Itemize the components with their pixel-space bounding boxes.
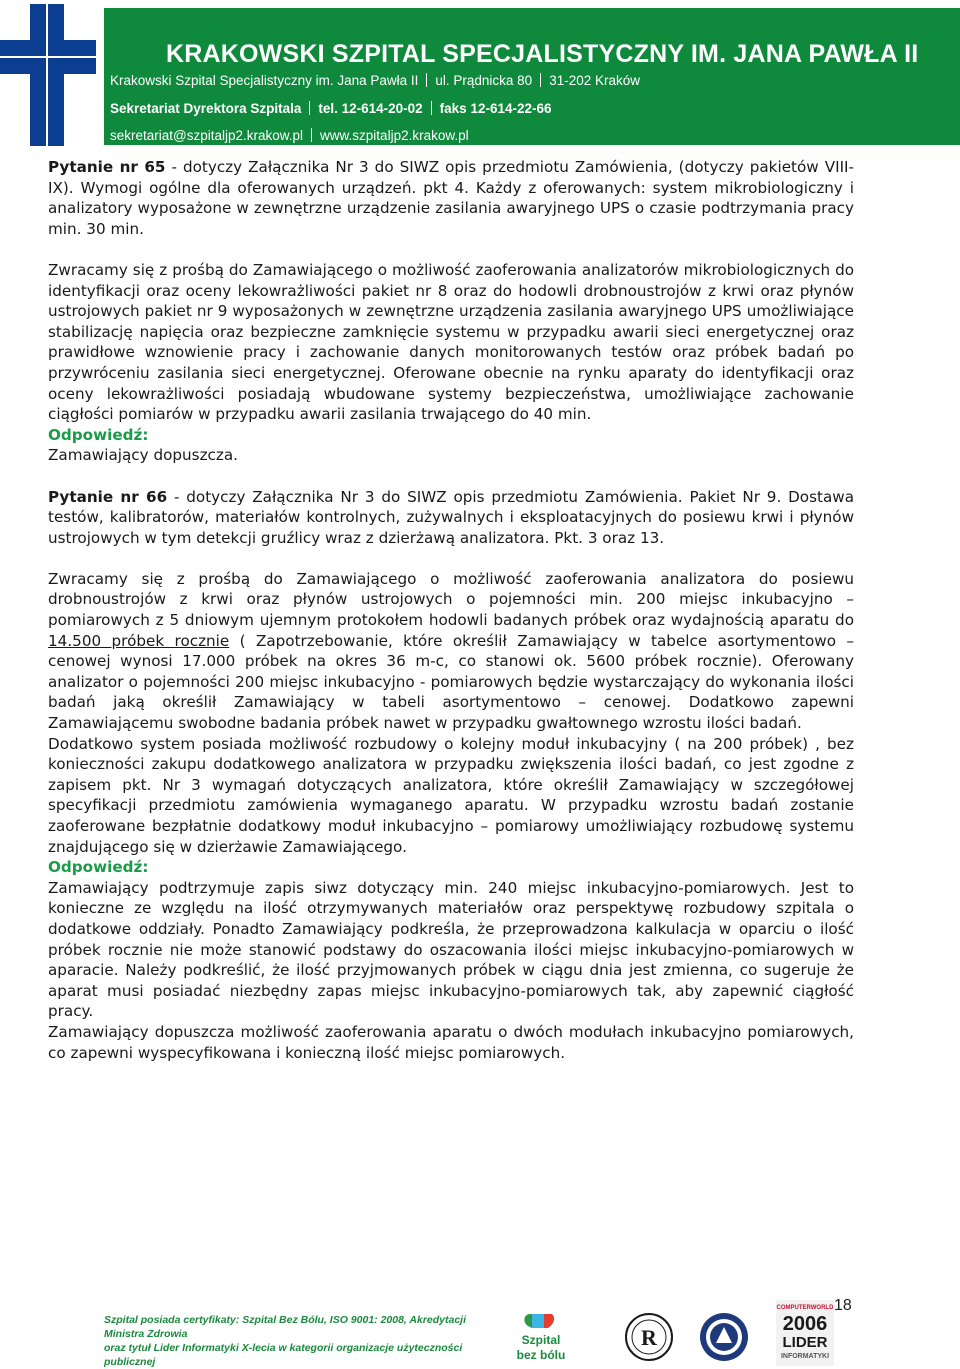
- footer-note-line-2: oraz tytuł Lider Informatyki X-lecia w kategorii organizacje użyteczności publicznej: [104, 1342, 463, 1368]
- quality-certificate-icon: [698, 1310, 750, 1364]
- secretariat-label: Sekretariat Dyrektora Szpitala: [110, 101, 302, 116]
- answer-65-label: Odpowiedź:: [48, 425, 149, 444]
- svg-text:R: R: [641, 1325, 657, 1350]
- website-link[interactable]: www.szpitaljp2.krakow.pl: [320, 128, 469, 143]
- lider-category: INFORMATYKI: [780, 1353, 830, 1360]
- letterhead-title: KRAKOWSKI SZPITAL SPECJALISTYCZNY IM. JANA PAWŁA II: [166, 40, 919, 68]
- page-number: 18: [834, 1297, 852, 1314]
- szpital-bez-bolu-logo: [510, 1310, 572, 1364]
- email-link[interactable]: sekretariat@szpitaljp2.krakow.pl: [110, 128, 304, 143]
- answer-66-text-extra: Zamawiający dopuszcza możliwość zaoferowania aparatu o dwóch modułach inkubacyjno pomiarowych, co zapewni wyspecyfikowana i konieczną ilość miejsc pomiarowych.: [48, 1022, 854, 1062]
- question-65: [48, 157, 854, 239]
- footer-note-line-1: Szpital posiada certyfikaty: Szpital Bez Bólu, ISO 9001: 2008, Akredytacji Ministra Zdrowia: [104, 1314, 466, 1340]
- answer-66-label: Odpowiedź:: [48, 858, 149, 877]
- street-address: ul. Prądnicka 80: [435, 73, 533, 88]
- lider-year: 2006: [782, 1313, 828, 1335]
- question-66-label: Pytanie nr 66: [48, 487, 168, 506]
- letterhead-address-line: [110, 73, 640, 88]
- answer-66-text: Zamawiający podtrzymuje zapis siwz dotyczący min. 240 miejsc inkubacyjno-pomiarowych. Jest to konieczne ze względu na ilość otrzymywanych materiałów oraz perspektywę rozbudowy szpitala o dodatkowe oddziały. Ponadto Zamawiający podkreśla, że przeprowadzona kalkulacja w oparciu o ilość próbek rocznie nie może stanowić podstawy do oszacowania ilości miejsc inkubacyjno-pomiarowych w aparacie. Należy podkreślić, że ilość przyjmowanych próbek w ciągu dnia jest zmienna, co sugeruje że aparat musi posiadać niezbędny zapas miejsc inkubacyjno-pomiarowych tak, aby zapewnić ciągłość pracy.: [48, 878, 854, 1021]
- lider-brand: COMPUTERWORLD: [776, 1305, 834, 1311]
- fax-number: faks 12-614-22-66: [439, 101, 552, 116]
- request-66-part1: Zwracamy się z prośbą do Zamawiającego o możliwość zaoferowania analizatora do posiewu drobnoustrojów z krwi oraz płynów ustrojowych o pojemności min. 200 miejsc inkubacyjno – pomiarowych z 5 dniowym ujemnym protokołem hodowli badanych próbek oraz wydajnością aparatu do: [48, 569, 854, 630]
- phone-number: tel. 12-614-20-02: [318, 101, 423, 116]
- request-66-part2: ( Zapotrzebowanie, które określił Zamawiający w tabelce asortymentowo – cenowej wynosi 17.000 próbek na okres 36 m-c, co stanowi ok. 5600 próbek rocznie). Oferowany analizator o pojemności 200 miejsc inkubacyjno - pomiarowych będzie wystarczający do wykonania ilości badań jaką określił Zamawiający w tabeli asortymentowo – cenowej. Dodatkowo zapewni Zamawiającemu swobodne badania próbek nawet w przypadku gwałtownego wzrostu ilości badań.: [48, 631, 854, 733]
- letterhead-web-line: [110, 128, 469, 143]
- question-66-text: - dotyczy Załącznika Nr 3 do SIWZ opis przedmiotu Zamówienia. Pakiet Nr 9. Dostawa testów, kalibratorów, materiałów kontrolnych, zużywalnych i eksploatacyjnych do posiewu krwi i płynów ustrojowych w tym detekcji gruźlicy wraz z dzierżawą analizatora. Pkt. 3 oraz 13.: [48, 487, 854, 547]
- question-65-text: - dotyczy Załącznika Nr 3 do SIWZ opis przedmiotu Zamówienia, (dotyczy pakietów VIII-IX). Wymogi ogólne dla oferowanych urządzeń. pkt 4. Każdy z oferowanych: system mikrobiologiczny i analizatory wyposażone w zewnętrzne urządzenie zasilania awaryjnego UPS o czasie podtrzymania pracy min. 30 min.: [48, 158, 855, 238]
- request-66-underlined: 14.500 próbek rocznie: [48, 631, 230, 650]
- postal-city: 31-202 Kraków: [549, 73, 640, 88]
- letterhead-contact-line: [110, 101, 552, 116]
- question-65-label: Pytanie nr 65: [48, 158, 166, 176]
- question-66-request-extra: Dodatkowo system posiada możliwość rozbudowy o kolejny moduł inkubacyjny ( na 200 próbek) , bez konieczności zakupu dodatkowego analizatora w przypadku zwiększenia ilości badań, co jest zgodne z zapisem pkt. Nr 3 wymagań dotyczących analizatora, które określił Zamawiający w szczegółowej specyfikacji przedmiotu zamówienia wymaganego aparatu. W przypadku wzrostu badań zostanie zaoferowane bezpłatnie dodatkowy moduł inkubacyjno – pomiarowy umożliwiający rozbudowę systemu znajdującego się w dzierżawie Zamawiającego.: [48, 734, 854, 856]
- hospital-cross-logo: [0, 0, 104, 150]
- footer-certificates-note: [104, 1313, 484, 1369]
- answer-65-text: Zamawiający dopuszcza.: [48, 446, 238, 465]
- accreditation-seal-icon: [624, 1310, 674, 1364]
- document-body: [48, 157, 854, 1063]
- question-66: [48, 487, 854, 549]
- lider-word: LIDER: [782, 1334, 828, 1351]
- badge-word-2: bez bólu: [516, 1348, 566, 1362]
- lider-informatyki-logo: [776, 1300, 834, 1366]
- hospital-name: Krakowski Szpital Specjalistyczny im. Jana Pawła II: [110, 73, 419, 88]
- question-65-request: Zwracamy się z prośbą do Zamawiającego o możliwość zaoferowania analizatorów mikrobiologicznych do identyfikacji oraz oceny lekowrażliwości pakiet nr 8 oraz do hodowli drobnoustrojów z krwi oraz płynów ustrojowych pakiet nr 9 wyposażonych w zewnętrzne urządzenia zasilania awaryjnego UPS umożliwiające stabilizację napięcia oraz bezpieczne zamknięcie systemu w przypadku awarii sieci energetycznej oraz prawidłowe wznowienie pracy i zachowanie danych monitorowanych testów oraz próbek badań po przywróceniu zasilania sieci energetycznej. Oferowane obecnie na rynku aparaty do identyfikacji oraz oceny lekowrażliwości posiadają wbudowane systemy bezpieczeństwa, umożliwiające zachowanie ciągłości pomiarów w przypadku awarii zasilania trwającego do 40 min.: [48, 260, 854, 424]
- badge-word-1: Szpital: [521, 1333, 561, 1347]
- question-66-request: [48, 569, 854, 734]
